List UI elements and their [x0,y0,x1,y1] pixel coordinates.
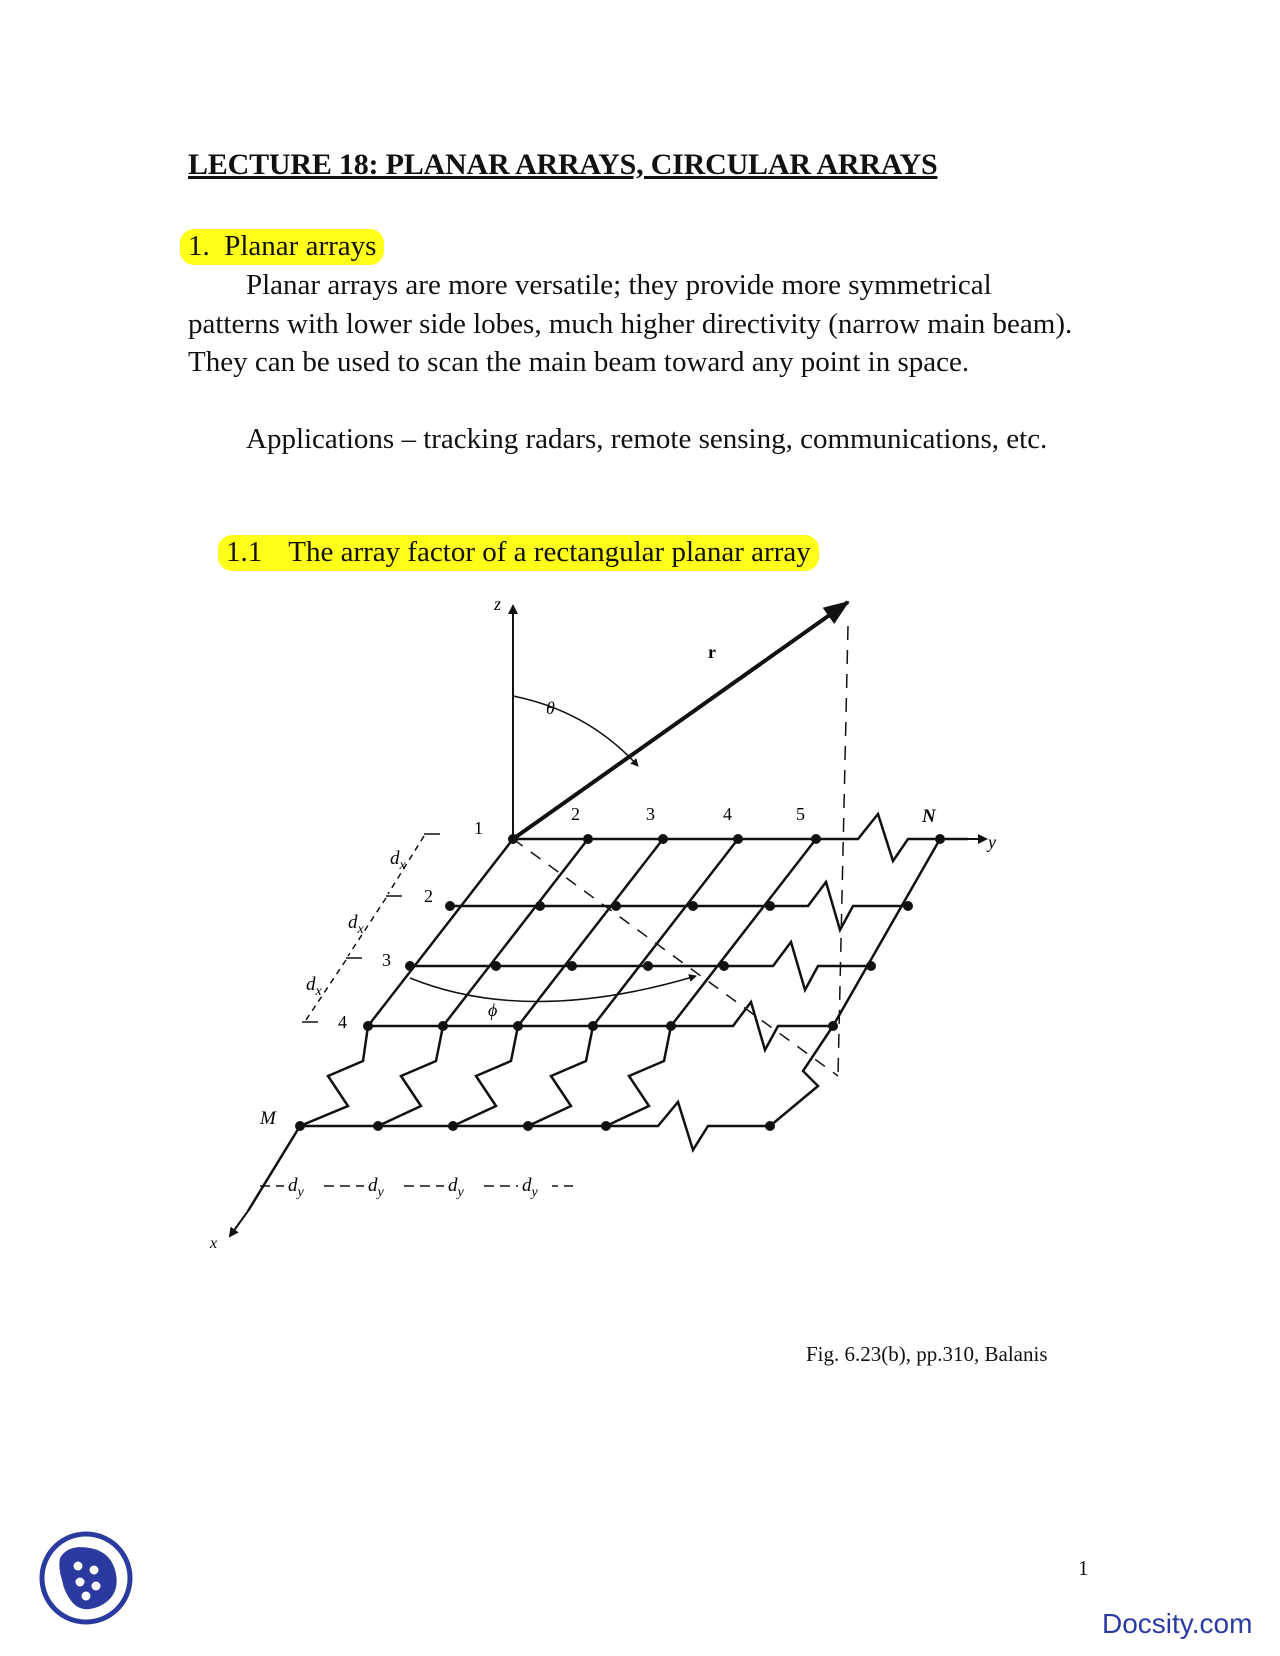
dx-label-2 [348,912,365,937]
planar-array-figure [188,596,1098,1320]
col-label-n: N [922,806,936,827]
dy-label-2-d: d [368,1175,378,1196]
dy-label-3-sub: y [457,1185,464,1200]
dy-label-1-sub: y [297,1185,304,1200]
paragraph-2-text: Applications – tracking radars, remote sensing, communications, etc. [246,423,1048,455]
theta-label: θ [546,698,555,718]
dx-label-1-d: d [390,848,400,869]
paragraph-1 [188,266,1088,382]
grid-col-3 [453,839,663,1126]
dy-label-3-d: d [448,1175,458,1196]
grid-col-n [770,839,940,1126]
dx-label-3-d: d [306,974,316,995]
col-label-1: 1 [474,818,483,838]
planar-array-diagram [188,596,1098,1320]
dx-label-1 [390,848,407,873]
dx-label-3-sub: x [315,984,322,999]
r-label: r [708,642,716,662]
grid-row-2 [450,882,908,930]
dx-label-2-sub: x [357,922,364,937]
docsity-logo-icon[interactable] [38,1530,134,1626]
figure-caption: Fig. 6.23(b), pp.310, Balanis [806,1342,1048,1366]
dy-label-2-sub: y [377,1185,384,1200]
dy-label-1-d: d [288,1175,298,1196]
phi-label: ϕ [488,1000,498,1020]
y-axis-label: y [988,832,996,852]
theta-arc [513,696,638,766]
dx-label-3 [306,974,323,999]
col-label-5: 5 [796,804,805,824]
dy-label-4-d: d [522,1175,532,1196]
col-label-2: 2 [571,804,580,824]
dx-dimension-marks [302,834,440,1022]
row-label-2: 2 [424,886,433,906]
section-1-highlight [180,229,384,265]
docsity-brand-link[interactable]: Docsity.com [1102,1608,1253,1639]
paragraph-2 [188,420,1088,459]
section-1-title: Planar arrays [224,230,377,262]
page-title: LECTURE 18: PLANAR ARRAYS, CIRCULAR ARRAYS [188,148,938,181]
col-label-4: 4 [723,804,732,824]
page-number: 1 [1078,1556,1089,1580]
row-label-m: M [260,1108,276,1129]
dx-label-1-sub: x [399,858,406,873]
section-1-heading [180,230,384,263]
z-axis-label: z [494,596,502,614]
grid-row-m [300,1102,770,1150]
section-1-1-title: The array factor of a rectangular planar array [288,536,811,568]
x-axis-label: x [210,1235,218,1252]
col-label-3: 3 [646,804,655,824]
section-1-1-heading [218,536,819,569]
paragraph-1-text: Planar arrays are more versatile; they provide more symmetrical patterns with lower side lobes, much higher directivity (narrow main beam). They can be used to scan the main beam toward any point in space. [188,269,1073,378]
x-axis-arrow [230,1211,248,1236]
section-1-1-number: 1.1 [226,536,263,568]
grid-row-4 [368,1002,833,1050]
section-1-number: 1. [188,230,210,262]
dx-label-2-d: d [348,912,358,933]
section-1-1-highlight [218,535,819,571]
row-label-3: 3 [382,950,391,970]
dy-label-4-sub: y [531,1185,538,1200]
row-label-4: 4 [338,1012,347,1032]
array-elements [295,834,945,1131]
